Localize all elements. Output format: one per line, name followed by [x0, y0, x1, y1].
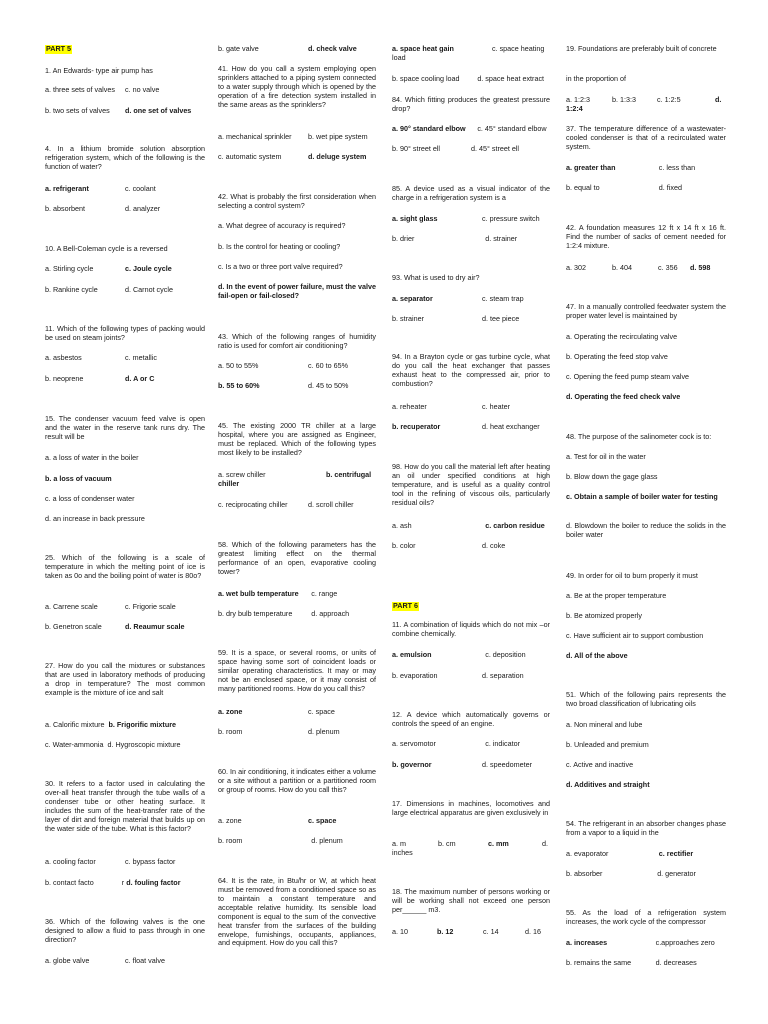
option-a: a. Stirling cycle [45, 264, 94, 273]
question-text: 54. The refrigerant in an absorber changes phase from a vapor to a liquid in the [566, 819, 726, 837]
option-b: b. 90° street ell [392, 144, 441, 153]
option-a: a. evaporator [566, 849, 609, 858]
option-c-answer: c. space [308, 816, 337, 825]
question-text: 60. In air conditioning, it indicates either a volume or a site without a partition or a partitioned room or group of rooms. How do you call this? [218, 767, 376, 794]
question-text: 93. What is used to dry air? [392, 273, 480, 282]
question-text: 59. It is a space, or several rooms, or units of space having some sort of coincident loads or similar operating characteristics. It may or may not be an enclosed space, or it may consist of many partitioned rooms. How do you call this? [218, 648, 376, 693]
option-a: a. globe valve [45, 956, 90, 965]
option-c: c. heater [482, 402, 511, 411]
option-c: c. indicator [485, 739, 520, 748]
option-b: b. two sets of valves [45, 106, 110, 115]
option-b-answer: b. recuperator [392, 422, 441, 431]
option-d: d. approach [311, 609, 350, 618]
option-a: a. screw chiller [218, 470, 266, 479]
option-c: c. automatic system [218, 152, 282, 161]
option-d-answer: d. Operating the feed check valve [566, 392, 681, 401]
question-text: 43. Which of the following ranges of humidity ratio is used for comfort air conditioning? [218, 332, 376, 350]
option-c: c. 60 to 65% [308, 361, 349, 370]
q64-option-b: b. space cooling load [392, 74, 460, 83]
option-b: b. wet pipe system [308, 132, 368, 141]
option-c: c. coolant [125, 184, 156, 193]
option-d: d. speedometer [482, 760, 532, 769]
q64-option-a-answer: a. space heat gain [392, 44, 454, 53]
option-a-answer: a. wet bulb temperature [218, 589, 299, 598]
question-text: 12. A device which automatically governs or controls the speed of an engine. [392, 710, 550, 728]
question-text: 42. What is probably the first consideration when selecting a control system? [218, 192, 376, 210]
option-c: c. bypass factor [125, 857, 176, 866]
option-b: b. Rankine cycle [45, 285, 98, 294]
option-b-answer: b. 55 to 60% [218, 381, 260, 390]
option-b: b. evaporation [392, 671, 438, 680]
option-c: c. 14 [483, 927, 499, 936]
question-text: 17. Dimensions in machines, locomotives and large electrical apparatus are given exclusively in [392, 799, 550, 817]
option-d: d. plenum [311, 836, 343, 845]
option-c: c. Opening the feed pump steam valve [566, 372, 690, 381]
part-5-heading: PART 5 [46, 44, 72, 53]
option-c-answer: c. rectifier [658, 849, 694, 858]
option-a-answer: a. increases [566, 938, 608, 947]
option-d: d. scroll chiller [308, 500, 354, 509]
option-c: c. metallic [125, 353, 157, 362]
option-b: b. Is the control for heating or cooling? [218, 242, 341, 251]
q36-option-d-answer: d. check valve [308, 44, 357, 53]
option-b: b. absorber [566, 869, 603, 878]
option-d-answer: d. In the event of power failure, must the valve fail-open or fail-closed? [218, 282, 376, 300]
option-a: a. Calorific mixture [45, 720, 105, 729]
question-text: 18. The maximum number of persons working or will be working shall not exceed one person per______ m3. [392, 887, 550, 914]
part-6-heading: PART 6 [393, 601, 419, 610]
option-c: c. Is a two or three port valve required? [218, 262, 343, 271]
option-c: c. float valve [125, 956, 165, 965]
option-d: d. plenum [308, 727, 340, 736]
option-a: a. 302 [566, 263, 586, 272]
option-a-answer: a. emulsion [392, 650, 432, 659]
question-text: 55. As the load of a refrigeration system increases, the work cycle of the compressor [566, 908, 726, 926]
option-c: c. 1:2:5 [657, 95, 681, 104]
option-b: b. contact facto [45, 878, 94, 887]
option-b: b. color [392, 541, 416, 550]
option-d-continued: 1:2:4 [566, 104, 583, 113]
option-a: a. zone [218, 816, 242, 825]
option-a-answer: a. zone [218, 707, 243, 716]
option-b: b. room [218, 727, 243, 736]
option-d-answer: d. one set of valves [125, 106, 192, 115]
option-a: a. Operating the recirculating valve [566, 332, 678, 341]
option-c: c. steam trap [482, 294, 524, 303]
option-c: c. no valve [125, 85, 160, 94]
option-c: c. deposition [485, 650, 526, 659]
option-b-answer: b. 12 [437, 927, 454, 936]
option-a: a. What degree of accuracy is required? [218, 221, 346, 230]
option-a: a. cooling factor [45, 857, 96, 866]
option-d: d. Blowdown the boiler to reduce the solids in the boiler water [566, 521, 726, 539]
question-text: 42. A foundation measures 12 ft x 14 ft x 16 ft. Find the number of sacks of cement needed for 1:2:4 mixture. [566, 223, 726, 250]
option-d-continued: inches [392, 848, 413, 857]
option-b: b. strainer [392, 314, 424, 323]
option-b: b. equal to [566, 183, 600, 192]
option-a-answer: a. sight glass [392, 214, 438, 223]
option-c: c.approaches zero [655, 938, 715, 947]
option-d-answer: d. All of the above [566, 651, 628, 660]
question-text: 85. A device used as a visual indicator of the charge in a refrigeration system is a [392, 184, 550, 202]
option-c: c. a loss of condenser water [45, 494, 135, 503]
question-text: 58. Which of the following parameters has the greatest limiting effect on the thermal performance of an open, evaporative cooling tower? [218, 540, 376, 576]
question-text: 10. A Bell-Coleman cycle is a reversed [45, 244, 168, 253]
option-a: a. servomotor [392, 739, 436, 748]
option-b-answer: b. a loss of vacuum [45, 474, 112, 483]
option-c: c. 45° standard elbow [477, 124, 547, 133]
option-d-prefix: r [121, 878, 127, 887]
option-b-answer: b. centrifugal chiller [218, 470, 372, 488]
option-d: d. an increase in back pressure [45, 514, 145, 523]
question-text-continued: in the proportion of [566, 74, 626, 83]
option-c-answer: c. carbon residue [485, 521, 545, 530]
question-text: 36. Which of the following valves is the one designed to allow a fluid to pass through in one direction? [45, 917, 205, 944]
option-a: a. three sets of valves [45, 85, 115, 94]
option-d: d. tee piece [482, 314, 520, 323]
option-b: b. remains the same [566, 958, 632, 967]
option-a: a. Carrene scale [45, 602, 98, 611]
option-a: a. ash [392, 521, 412, 530]
option-c: c. reciprocating chiller [218, 500, 288, 509]
option-d: d. Hygroscopic mixture [107, 740, 181, 749]
question-text: 30. It refers to a factor used in calculating the over-all heat transfer through the tube walls of a condenser tube or other heating surface. It includes the sum of the heat-transfer rate of the layer of dirt and foreign material that builds up on the water side of the tube. What is this factor? [45, 779, 205, 833]
option-b: b. cm [438, 839, 456, 848]
option-d: d. analyzer [125, 204, 161, 213]
question-text: 45. The existing 2000 TR chiller at a large hospital, where you are assigned as Engineer, must be replaced. Which of the following types most likely to be installed? [218, 421, 376, 457]
option-a: a. mechanical sprinkler [218, 132, 292, 141]
option-d: d. [542, 839, 548, 848]
option-b: b. Genetron scale [45, 622, 102, 631]
option-a: a. m [392, 839, 406, 848]
option-b: b. Blow down the gage glass [566, 472, 658, 481]
option-a: a. Non mineral and lube [566, 720, 643, 729]
question-text: 98. How do you call the material left after heating an oil under specified conditions at high temperature, and is useful as a quality control tool in the refining of viscous oils, particularly residual oils? [392, 462, 550, 507]
option-c-answer: c. Joule cycle [125, 264, 172, 273]
q64-option-c: c. space heating load [392, 44, 545, 62]
question-text: 48. The purpose of the salinometer cock is to: [566, 432, 712, 441]
option-d: d. decreases [655, 958, 697, 967]
option-b: b. absorbent [45, 204, 85, 213]
option-a-answer: a. refrigerant [45, 184, 89, 193]
option-c: c. less than [658, 163, 696, 172]
option-d: d. Carnot cycle [125, 285, 173, 294]
option-d: d. 45° street ell [471, 144, 520, 153]
option-a: a. a loss of water in the boiler [45, 453, 139, 462]
option-d: d. 45 to 50% [308, 381, 349, 390]
question-text: 37. The temperature difference of a wastewater-cooled condenser is that of a recirculated water system. [566, 124, 726, 151]
option-d-answer: d. 598 [690, 263, 711, 272]
option-d: d. strainer [485, 234, 518, 243]
option-b-answer: b. Frigorific mixture [108, 720, 177, 729]
question-text: 51. Which of the following pairs represents the two broad classification of lubricating oils [566, 690, 726, 708]
option-d-answer: d. Reaumur scale [125, 622, 185, 631]
option-a: a. Test for oil in the water [566, 452, 646, 461]
option-a: a. 10 [392, 927, 408, 936]
question-text: 41. How do you call a system employing open sprinklers attached to a piping system connected to a water supply through which is opened by the operation of a fire detection system installed in the same areas as the sprinklers? [218, 64, 376, 109]
option-b: b. Be atomized properly [566, 611, 642, 620]
option-b: b. dry bulb temperature [218, 609, 293, 618]
option-b: b. 1:3:3 [612, 95, 636, 104]
question-text: 1. An Edwards- type air pump has [45, 66, 153, 75]
option-c: c. Frigorie scale [125, 602, 176, 611]
question-text: 19. Foundations are preferably built of concrete [566, 44, 717, 53]
question-text: 27. How do you call the mixtures or substances that are used in laboratory methods of producing a drop in temperature? The most common example is the mixture of ice and salt [45, 661, 205, 697]
option-a: a. 1:2:3 [566, 95, 590, 104]
option-c: c. Active and inactive [566, 760, 634, 769]
option-c-answer: c. mm [488, 839, 509, 848]
option-c: c. range [311, 589, 338, 598]
q64-option-d: d. space heat extract [477, 74, 545, 83]
option-a-answer: a. 90° standard elbow [392, 124, 466, 133]
option-d: d. fixed [658, 183, 682, 192]
option-c: c. space [308, 707, 335, 716]
question-text: 25. Which of the following is a scale of temperature in which the melting point of ice is taken as 0o and the boiling point of water is 80o? [45, 553, 205, 580]
option-b: b. Operating the feed stop valve [566, 352, 668, 361]
option-d-answer: d. A or C [125, 374, 155, 383]
option-d: d. separation [482, 671, 524, 680]
option-a: a. Be at the proper temperature [566, 591, 667, 600]
q36-option-b: b. gate valve [218, 44, 259, 53]
option-b: b. Unleaded and premium [566, 740, 649, 749]
option-d-answer: d. fouling factor [126, 878, 181, 887]
option-b: b. drier [392, 234, 415, 243]
option-d: d. coke [482, 541, 506, 550]
option-a-answer: a. separator [392, 294, 433, 303]
option-c: c. 356 [658, 263, 678, 272]
option-b: b. room [218, 836, 243, 845]
option-a: a. 50 to 55% [218, 361, 259, 370]
option-b: b. neoprene [45, 374, 84, 383]
option-a: a. asbestos [45, 353, 82, 362]
question-text: 49. In order for oil to burn properly it must [566, 571, 698, 580]
option-a: a. reheater [392, 402, 427, 411]
option-c: c. pressure switch [482, 214, 540, 223]
option-d-answer: d. [715, 95, 722, 104]
question-text: 84. Which fitting produces the greatest pressure drop? [392, 95, 550, 113]
question-text: 64. It is the rate, in Btu/hr or W, at which heat must be removed from a conditioned space so as to maintain a constant temperature and acceptable relative humidity. Its sensible load component is equal to the sum of the convective heat transfer from the surfaces of the building envelope, furnishings, occupants, appliances, and equipment. How do you call this? [218, 876, 376, 948]
option-c: c. Water-ammonia [45, 740, 104, 749]
option-d-answer: d. Additives and straight [566, 780, 650, 789]
option-b-answer: b. governor [392, 760, 432, 769]
option-d: d. generator [657, 869, 696, 878]
question-text: 11. Which of the following types of packing would be used on steam joints? [45, 324, 205, 342]
question-text: 15. The condenser vacuum feed valve is open and the water in the reserve tank runs dry. The result will be [45, 414, 205, 441]
option-d-answer: d. deluge system [308, 152, 367, 161]
question-text: 94. In a Brayton cycle or gas turbine cycle, what do you call the heat exchanger that passes exhaust heat to the compressed air, prior to combustion? [392, 352, 550, 388]
option-d: d. 16 [525, 927, 541, 936]
option-d: d. heat exchanger [482, 422, 540, 431]
question-text: 47. In a manually controlled feedwater system the proper water level is maintained by [566, 302, 726, 320]
option-c-answer: c. Obtain a sample of boiler water for testing [566, 492, 718, 501]
option-b: b. 404 [612, 263, 632, 272]
option-a-answer: a. greater than [566, 163, 616, 172]
question-text: 11. A combination of liquids which do not mix –or combine chemically. [392, 620, 550, 638]
option-c: c. Have sufficient air to support combustion [566, 631, 704, 640]
question-text: 4. In a lithium bromide solution absorption refrigeration system, which of the following is the function of water? [45, 144, 205, 171]
